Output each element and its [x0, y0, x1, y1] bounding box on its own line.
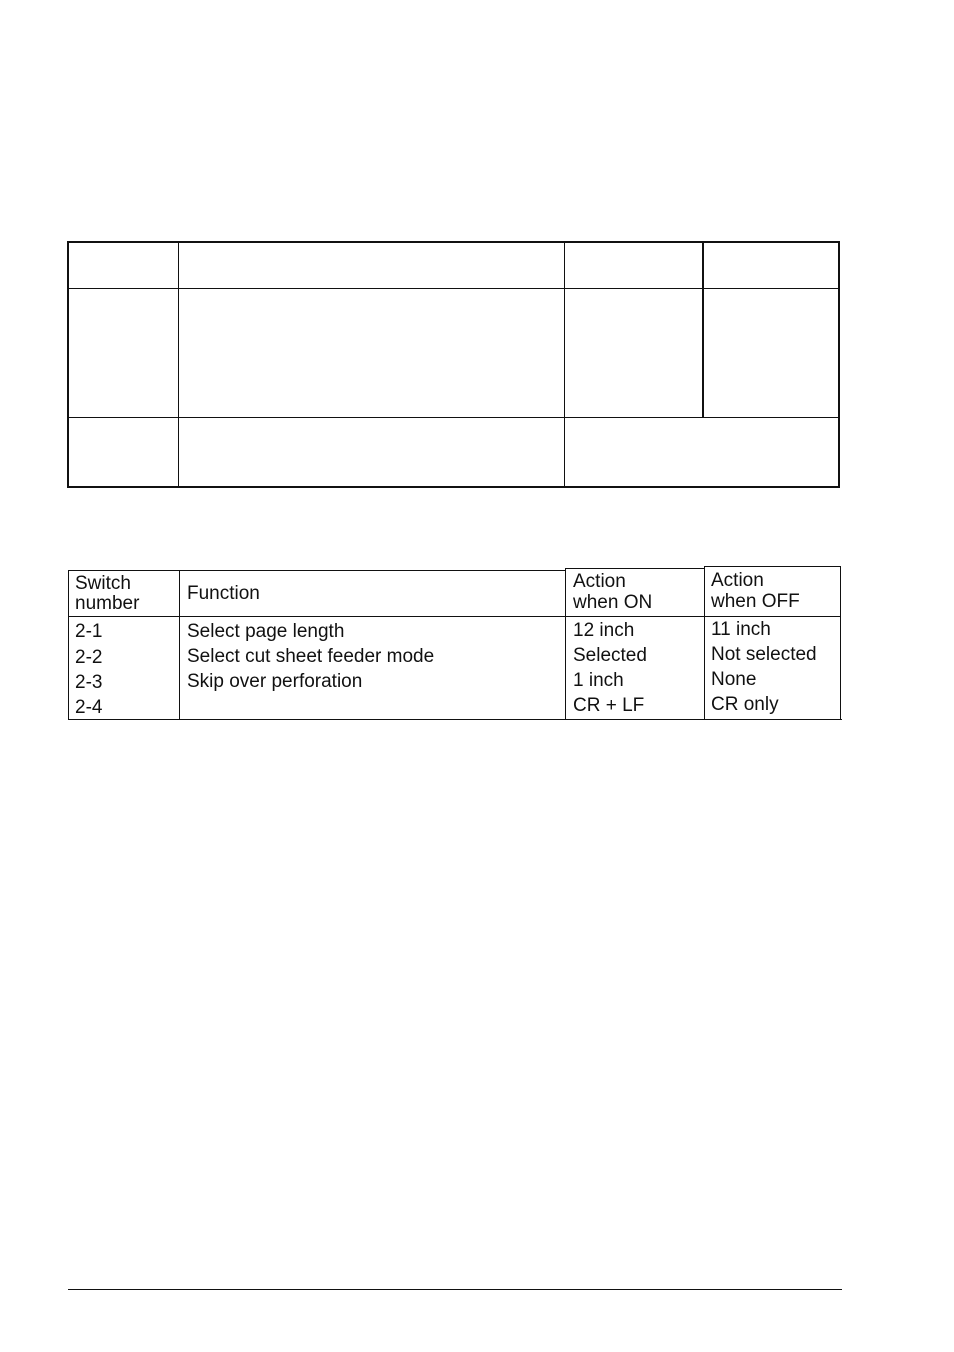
row-switch: 2-3: [75, 672, 103, 693]
row-off: 11 inch: [711, 619, 771, 640]
t1-row-divider: [67, 417, 840, 418]
row-function: Select page length: [187, 621, 345, 642]
t1-left-border: [67, 241, 69, 488]
t1-bottom-border: [67, 486, 840, 488]
row-function: Skip over perforation: [187, 671, 363, 692]
t2-top-border-mid: [565, 568, 705, 569]
header-on-line2: when ON: [573, 592, 653, 613]
t1-col1-divider: [178, 241, 179, 488]
row-switch: 2-4: [75, 697, 103, 718]
t2-col1-divider: [179, 570, 180, 720]
row-on: 12 inch: [573, 620, 635, 641]
t1-col2-divider: [564, 241, 565, 488]
row-off: Not selected: [711, 644, 817, 665]
footer-rule: [68, 1289, 842, 1290]
t1-top-border: [67, 241, 840, 243]
t2-bottom-border: [68, 719, 842, 720]
header-off-line2: when OFF: [711, 591, 800, 612]
t1-header-divider: [67, 288, 840, 289]
t2-left-border: [68, 570, 69, 720]
row-switch: 2-1: [75, 621, 103, 642]
row-off: CR only: [711, 694, 779, 715]
t2-top-border-left: [68, 570, 565, 571]
header-function: Function: [187, 583, 260, 604]
t2-right-border: [840, 566, 841, 720]
header-switch-line1: Switch: [75, 573, 131, 594]
row-on: 1 inch: [573, 670, 624, 691]
t2-col2-divider: [565, 568, 566, 720]
t2-top-border-right: [705, 566, 841, 567]
header-switch-line2: number: [75, 593, 140, 614]
t1-right-border: [838, 241, 840, 488]
row-function: Select cut sheet feeder mode: [187, 646, 435, 667]
header-on-line1: Action: [573, 571, 626, 592]
row-on: CR + LF: [573, 695, 645, 716]
row-switch: 2-2: [75, 647, 103, 668]
t2-header-divider: [68, 616, 841, 617]
t1-col3-divider: [702, 241, 704, 417]
header-off-line1: Action: [711, 570, 764, 591]
row-off: None: [711, 669, 757, 690]
row-on: Selected: [573, 645, 647, 666]
t2-col3-divider: [704, 566, 705, 720]
